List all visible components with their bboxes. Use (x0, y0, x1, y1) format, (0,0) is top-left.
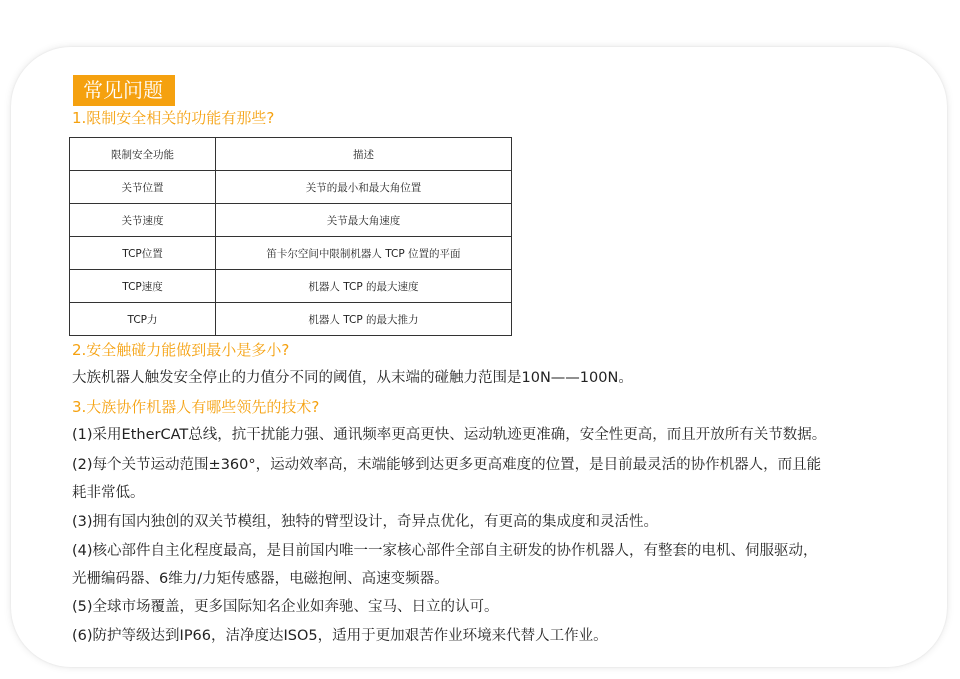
answer-3-point-2-line-2: 耗非常低。 (72, 485, 145, 501)
table-row (70, 204, 512, 237)
table-cell-function: TCP位置 (70, 237, 216, 270)
answer-3-point-3: (3)拥有国内独创的双关节模组，独特的臂型设计，奇异点优化，有更高的集成度和灵活性。 (72, 514, 659, 530)
table-cell-description: 机器人 TCP 的最大推力 (216, 303, 512, 336)
table-cell-description: 关节最大角速度 (216, 204, 512, 237)
table-row (70, 270, 512, 303)
answer-3-point-2-line-1: (2)每个关节运动范围±360°，运动效率高，末端能够到达更多更高难度的位置，是目前最灵活的协作机器人，而且能 (72, 457, 822, 473)
table-cell-function: TCP速度 (70, 270, 216, 303)
table-header-description: 描述 (216, 138, 512, 171)
answer-3-point-5: (5)全球市场覆盖，更多国际知名企业如奔驰、宝马、日立的认可。 (72, 599, 499, 615)
question-2-title: 2.安全触碰力能做到最小是多小? (72, 341, 290, 359)
table-row (70, 237, 512, 270)
table-cell-description: 笛卡尔空间中限制机器人 TCP 位置的平面 (216, 237, 512, 270)
table-header-function: 限制安全功能 (70, 138, 216, 171)
table-header-row (70, 138, 512, 171)
question-1-title: 1.限制安全相关的功能有那些? (72, 109, 275, 127)
table-cell-description: 关节的最小和最大角位置 (216, 171, 512, 204)
question-3-title: 3.大族协作机器人有哪些领先的技术? (72, 398, 320, 416)
question-2-answer: 大族机器人触发安全停止的力值分不同的阈值，从末端的碰触力范围是10N——100N。 (72, 370, 633, 386)
answer-3-point-4-line-2: 光栅编码器、6维力/力矩传感器，电磁抱闸、高速变频器。 (72, 571, 449, 587)
table-cell-function: TCP力 (70, 303, 216, 336)
answer-3-point-1: (1)采用EtherCAT总线，抗干扰能力强、通讯频率更高更快、运动轨迹更准确，安全性更高，而且开放所有关节数据。 (72, 427, 827, 443)
table-cell-function: 关节速度 (70, 204, 216, 237)
safety-functions-table (69, 137, 512, 336)
table-row (70, 303, 512, 336)
table-cell-function: 关节位置 (70, 171, 216, 204)
answer-3-point-6: (6)防护等级达到IP66，洁净度达ISO5，适用于更加艰苦作业环境来代替人工作业。 (72, 628, 608, 644)
table-row (70, 171, 512, 204)
table-cell-description: 机器人 TCP 的最大速度 (216, 270, 512, 303)
section-title: 常见问题 (73, 75, 175, 106)
answer-3-point-4-line-1: (4)核心部件自主化程度最高，是目前国内唯一一家核心部件全部自主研发的协作机器人，有整套的电机、伺服驱动， (72, 543, 818, 559)
